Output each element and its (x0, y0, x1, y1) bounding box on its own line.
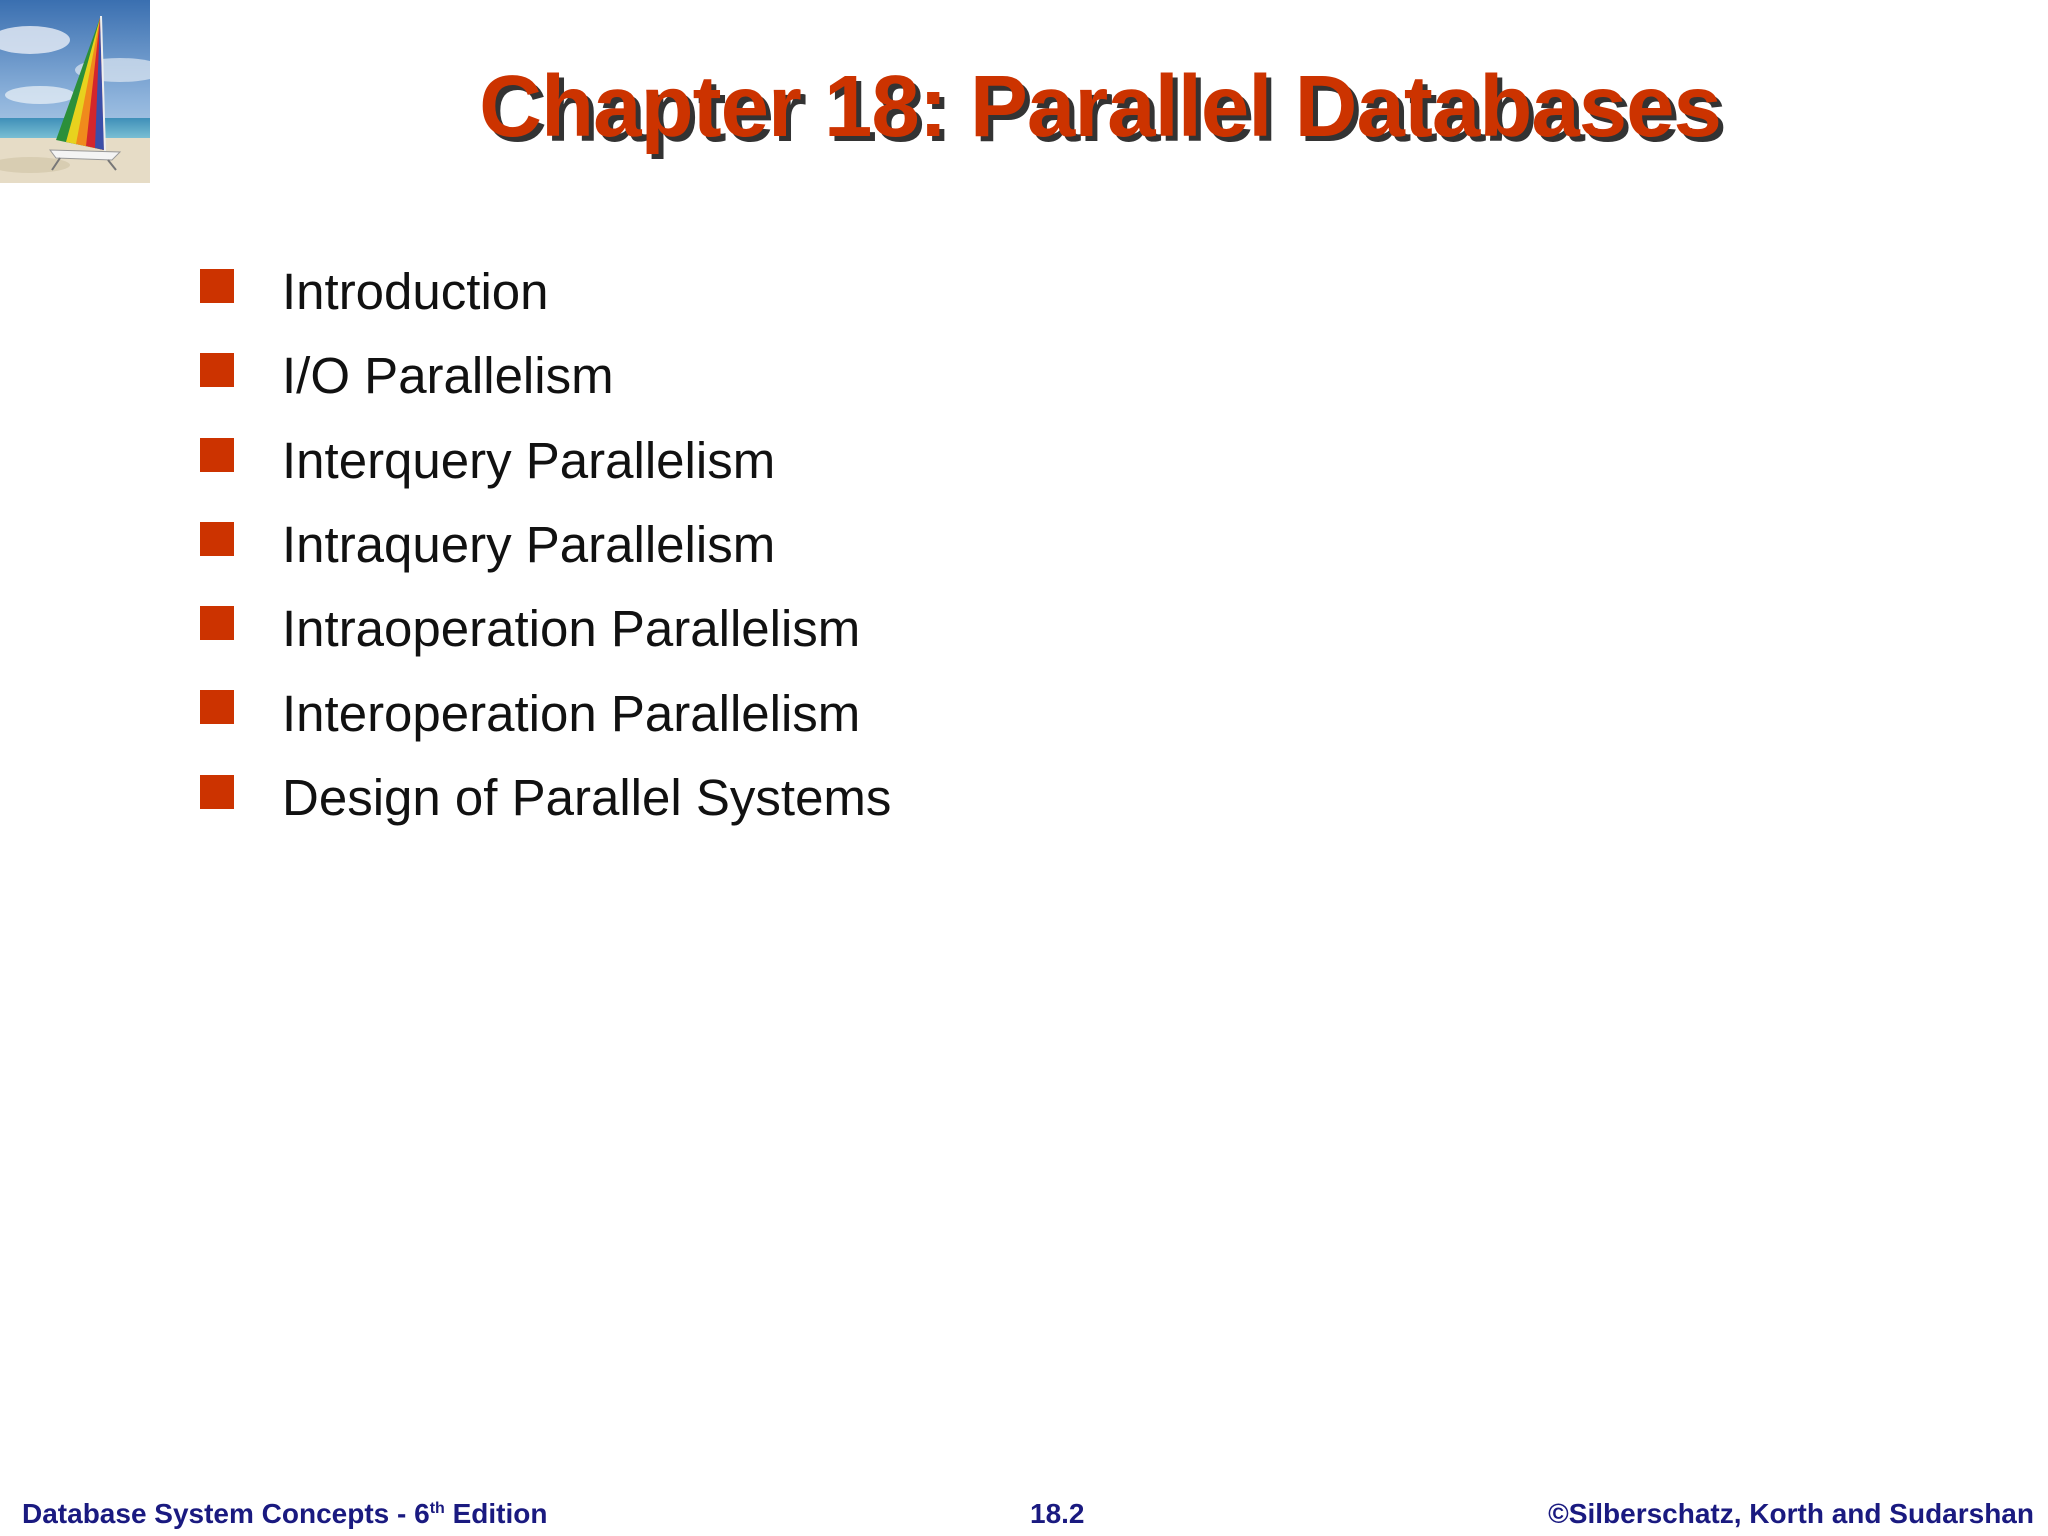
bullet-item-interquery-parallelism (198, 419, 891, 503)
bullet-label: Intraoperation Parallelism (282, 600, 861, 658)
bullet-label: Introduction (282, 263, 549, 321)
footer-book-title (22, 1498, 547, 1530)
bullet-list (198, 250, 891, 840)
square-bullet-icon (200, 438, 234, 472)
bullet-item-introduction (198, 250, 891, 334)
footer-copyright: ©Silberschatz, Korth and Sudarshan (1548, 1498, 2034, 1529)
bullet-label: Interoperation Parallelism (282, 684, 861, 742)
bullet-item-io-parallelism (198, 334, 891, 418)
square-bullet-icon (200, 269, 234, 303)
square-bullet-icon (200, 606, 234, 640)
footer-book-suffix: Edition (444, 1498, 548, 1529)
bullet-item-design-of-parallel-systems (198, 756, 891, 840)
sailboat-logo (0, 0, 150, 183)
bullet-item-intraoperation-parallelism (198, 587, 891, 671)
bullet-item-interoperation-parallelism (198, 671, 891, 755)
square-bullet-icon (200, 522, 234, 556)
square-bullet-icon (200, 690, 234, 724)
bullet-label: Design of Parallel Systems (282, 768, 892, 826)
square-bullet-icon (200, 775, 234, 809)
square-bullet-icon (200, 353, 234, 387)
bullet-label: Intraquery Parallelism (282, 516, 776, 574)
slide-footer (0, 1494, 2048, 1536)
footer-book-superscript: th (429, 1500, 445, 1517)
bullet-label: Interquery Parallelism (282, 431, 776, 489)
bullet-label: I/O Parallelism (282, 347, 614, 405)
footer-slide-number: 18.2 (1030, 1498, 1085, 1529)
footer-book-prefix: Database System Concepts - 6 (22, 1498, 430, 1529)
slide-title: Chapter 18: Parallel Databases (479, 58, 1721, 155)
bullet-item-intraquery-parallelism (198, 503, 891, 587)
